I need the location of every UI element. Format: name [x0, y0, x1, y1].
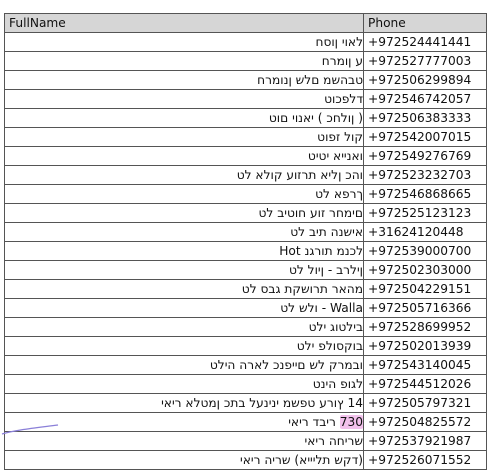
cell-fullname[interactable]	[5, 413, 364, 432]
table-row[interactable]	[5, 451, 487, 470]
table-row[interactable]	[5, 261, 487, 280]
cell-phone[interactable]: +972505716366	[364, 299, 487, 318]
cell-phone[interactable]: +972502013939	[364, 337, 487, 356]
table-row[interactable]	[5, 204, 487, 223]
cell-fullname[interactable]: ךרפא לט	[5, 185, 364, 204]
table-row[interactable]	[5, 299, 487, 318]
cell-phone[interactable]: +972546742057	[364, 90, 487, 109]
table-row[interactable]	[5, 318, 487, 337]
cell-fullname[interactable]: טבהשמ םלש ןנומרח	[5, 71, 364, 90]
cell-phone[interactable]: +972542007015	[364, 128, 487, 147]
table-row[interactable]	[5, 394, 487, 413]
table-row[interactable]	[5, 337, 487, 356]
cell-phone[interactable]: +972506383333	[364, 109, 487, 128]
cell-fullname[interactable]: והכ ןליא תרזוע קולא לט	[5, 166, 364, 185]
table-row[interactable]	[5, 413, 487, 432]
cell-phone[interactable]: +972504229151	[364, 280, 487, 299]
column-header-fullname[interactable]: FullName	[5, 14, 364, 33]
cell-fullname[interactable]: ואנייא יטיט	[5, 147, 364, 166]
cell-phone[interactable]: +972549276769	[364, 147, 487, 166]
table-row[interactable]	[5, 52, 487, 71]
cell-fullname[interactable]: מהאר תרושקת גבס לט	[5, 280, 364, 299]
cell-fullname[interactable]: בילטוג ילט	[5, 318, 364, 337]
table-row[interactable]	[5, 223, 487, 242]
cell-fullname[interactable]: לאוי ןוסח	[5, 33, 364, 52]
cell-fullname[interactable]: לגופ הינט	[5, 375, 364, 394]
cell-fullname[interactable]: 14 ץורע טפשמ ינינעל בתכ ןמטלא ריאי	[5, 394, 364, 413]
cell-phone[interactable]: +972544512026	[364, 375, 487, 394]
cell-fullname[interactable]: אישנה תיב לט	[5, 223, 364, 242]
table-row[interactable]	[5, 90, 487, 109]
table-row[interactable]	[5, 147, 487, 166]
cell-fullname[interactable]: ןילרב - ןיול לט	[5, 261, 364, 280]
cell-fullname[interactable]: ע ןומרח	[5, 52, 364, 71]
contacts-table	[4, 13, 487, 470]
cell-phone[interactable]: +972523232703	[364, 166, 487, 185]
table-row[interactable]	[5, 33, 487, 52]
cell-fullname[interactable]: ובמרק לש םייפנכ לארה הילט	[5, 356, 364, 375]
cell-phone[interactable]: +972502303000	[364, 261, 487, 280]
cell-phone[interactable]: +31624120448	[364, 223, 487, 242]
header-row	[5, 14, 487, 33]
cell-phone[interactable]: +972537921987	[364, 432, 487, 451]
table-row[interactable]	[5, 280, 487, 299]
cell-text: ריבד ריאי	[288, 415, 340, 429]
cell-fullname[interactable]: ( ןולחכ ) יאנוי םוט	[5, 109, 364, 128]
cell-phone[interactable]: +972546868665	[364, 185, 487, 204]
cell-fullname[interactable]: (דקש תליייא) שריה ריאי	[5, 451, 364, 470]
cell-fullname[interactable]: םימחר זוע חוטיב לט	[5, 204, 364, 223]
cell-phone[interactable]: +972506299894	[364, 71, 487, 90]
table-row[interactable]	[5, 185, 487, 204]
table-row[interactable]	[5, 128, 487, 147]
table-row[interactable]	[5, 71, 487, 90]
table-row[interactable]	[5, 166, 487, 185]
table-row[interactable]	[5, 375, 487, 394]
cell-fullname[interactable]: לכנמ תורגנ Hot	[5, 242, 364, 261]
cell-fullname[interactable]: דלפכוט	[5, 90, 364, 109]
highlighted-text: 730	[339, 415, 363, 429]
table-row[interactable]	[5, 356, 487, 375]
cell-phone[interactable]: +972528699952	[364, 318, 487, 337]
cell-phone[interactable]: +972505797321	[364, 394, 487, 413]
cell-phone[interactable]: +972525123123	[364, 204, 487, 223]
cell-phone[interactable]: +972504825572	[364, 413, 487, 432]
cell-phone[interactable]: +972543140045	[364, 356, 487, 375]
table-row[interactable]	[5, 242, 487, 261]
column-header-phone[interactable]: Phone	[364, 14, 487, 33]
cell-fullname[interactable]: בוקסולפ ילט	[5, 337, 364, 356]
table-body	[5, 33, 487, 470]
table-row[interactable]	[5, 432, 487, 451]
cell-phone[interactable]: +972524441441	[364, 33, 487, 52]
cell-fullname[interactable]: קול זפוט	[5, 128, 364, 147]
cell-phone[interactable]: +972539000700	[364, 242, 487, 261]
cell-fullname[interactable]: שריחה ריאי	[5, 432, 364, 451]
table-row[interactable]	[5, 109, 487, 128]
cell-phone[interactable]: +972527777003	[364, 52, 487, 71]
cell-fullname[interactable]: Walla - ולש לט	[5, 299, 364, 318]
cell-phone[interactable]: +972526071552	[364, 451, 487, 470]
